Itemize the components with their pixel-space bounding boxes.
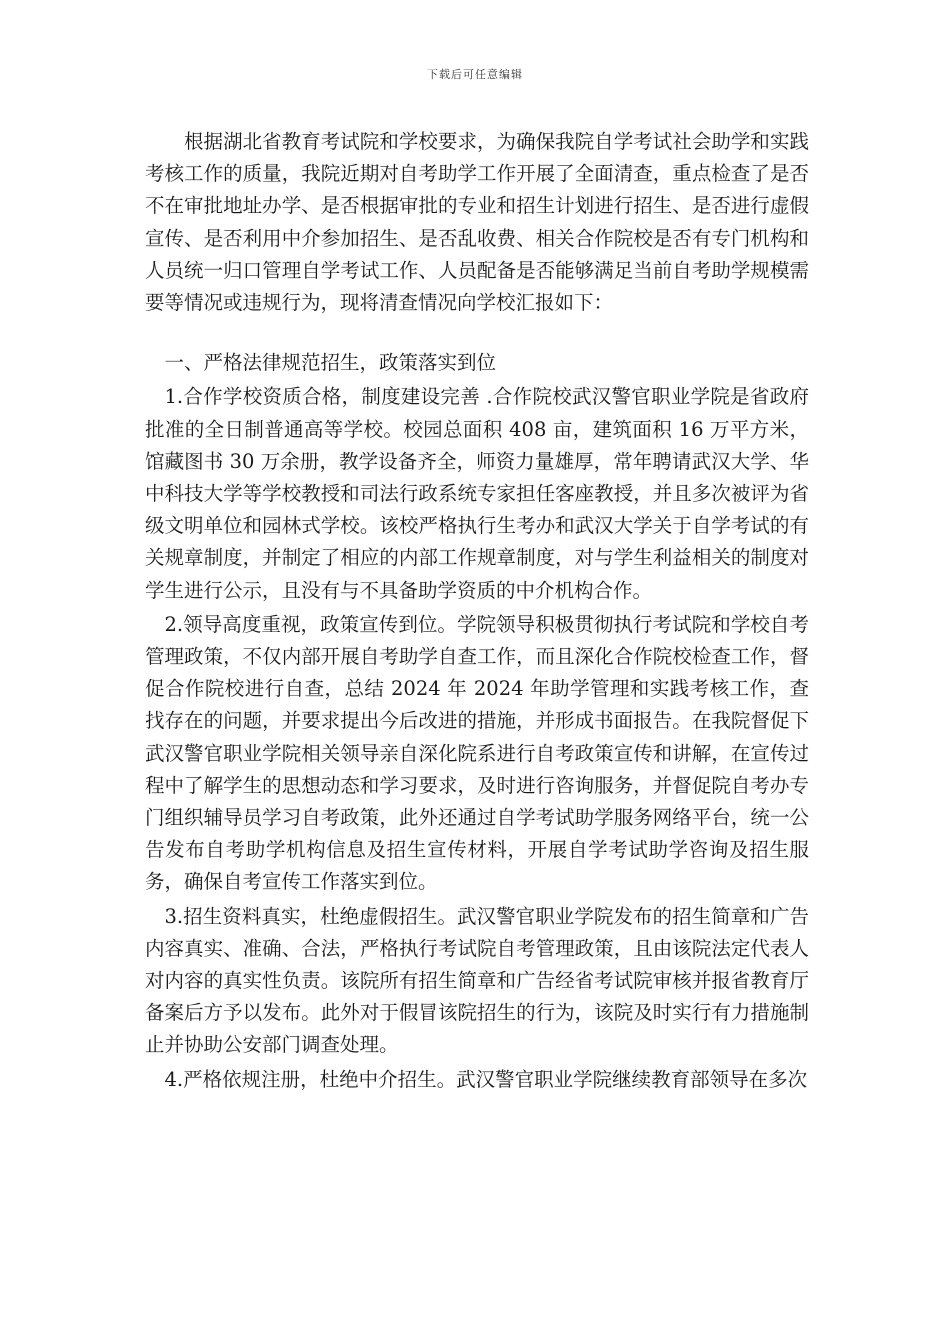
document-body xyxy=(145,126,809,1098)
item-paragraph-2: 2.领导高度重视，政策宣传到位。学院领导积极贯彻执行考试院和学校自考管理政策，不仅内部开展自考助学自查工作，而且深化合作院校检查工作，督促合作院校进行自查，总结 2024 年 2024 年助学管理和实践考核工作，查找存在的问题，并要求提出今后改进的措施，并形成书面报告。在我院督促下武汉警官职业学院相关领导亲自深化院系进行自考政策宣传和讲解，在宣传过程中了解学生的思想动态和学习要求，及时进行咨询服务，并督促院自考办专门组织辅导员学习自考政策，此外还通过自学考试助学服务网络平台，统一公告发布自考助学机构信息及招生宣传材料，开展自学考试助学咨询及招生服务，确保自考宣传工作落实到位。 xyxy=(145,612,809,894)
section-heading-1: 一、严格法律规范招生，政策落实到位 xyxy=(164,351,497,375)
item-paragraph-1: 1.合作学校资质合格，制度建设完善 .合作院校武汉警官职业学院是省政府批准的全日制普通高等学校。校园总面积 408 亩，建筑面积 16 万平方米，馆藏图书 30 万余册，教学设备齐全，师资力量雄厚，常年聘请武汉大学、华中科技大学等学校教授和司法行政系统专家担任客座教授，并且多次被评为省级文明单位和园林式学校。该校严格执行生考办和武汉大学关于自学考试的有关规章制度，并制定了相应的内部工作规章制度，对与学生利益相关的制度对学生进行公示，且没有与不具备助学资质的中介机构合作。 xyxy=(145,385,809,602)
item-paragraph-4: 4.严格依规注册，杜绝中介招生。武汉警官职业学院继续教育部领导在多次 xyxy=(164,1067,808,1091)
header-note: 下载后可任意编辑 xyxy=(427,68,523,81)
intro-paragraph: 根据湖北省教育考试院和学校要求，为确保我院自学考试社会助学和实践考核工作的质量，我院近期对自考助学工作开展了全面清查，重点检查了是否不在审批地址办学、是否根据审批的专业和招生计划进行招生、是否进行虚假宣传、是否利用中介参加招生、是否乱收费、相关合作院校是否有专门机构和人员统一归口管理自学考试工作、人员配备是否能够满足当前自考助学规模需要等情况或违规行为，现将清查情况向学校汇报如下： xyxy=(145,130,809,315)
item-paragraph-3: 3.招生资料真实，杜绝虚假招生。武汉警官职业学院发布的招生简章和广告内容真实、准确、合法，严格执行考试院自考管理政策，且由该院法定代表人对内容的真实性负责。该院所有招生简章和广告经省考试院审核并报省教育厅备案后方予以发布。此外对于假冒该院招生的行为，该院及时实行有力措施制止并协助公安部门调查处理。 xyxy=(145,904,809,1057)
